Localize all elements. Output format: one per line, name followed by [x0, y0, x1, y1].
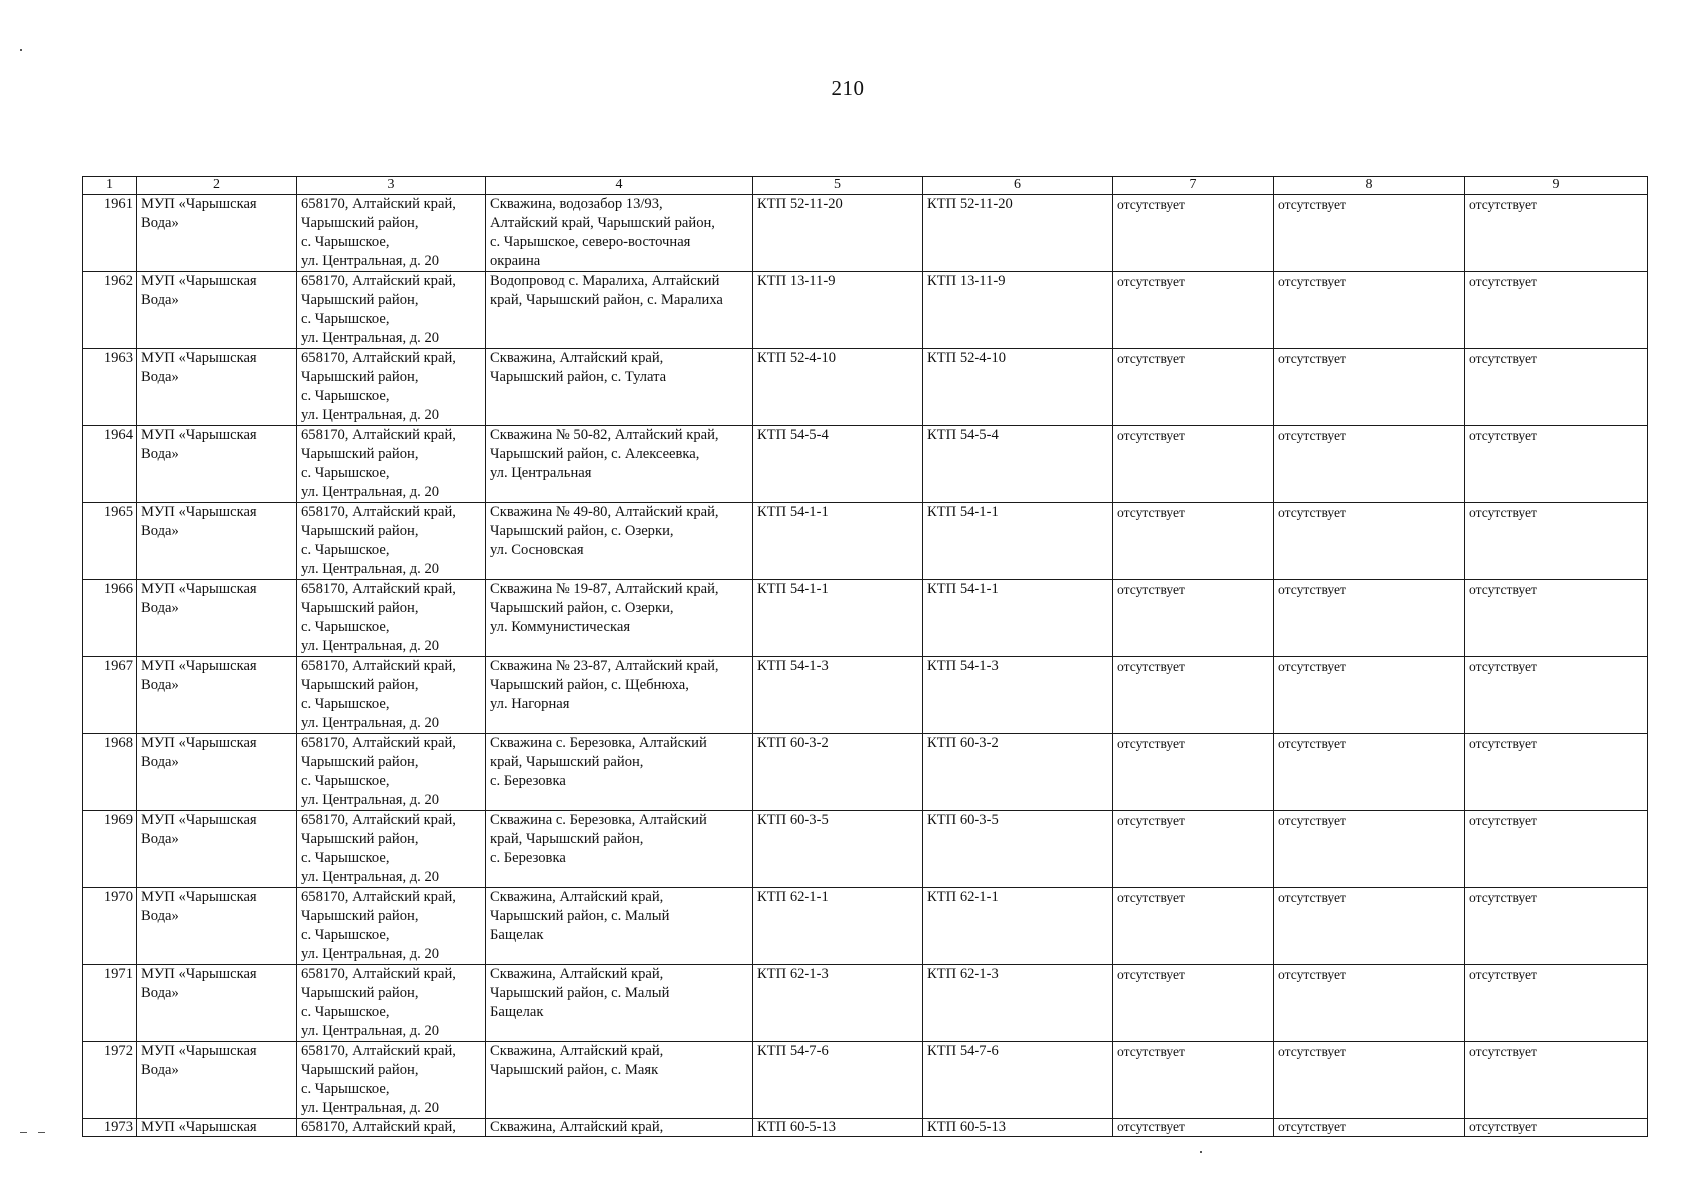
address-cell: 658170, Алтайский край, Чарышский район, с. Чарышское, ул. Центральная, д. 20 — [297, 965, 486, 1042]
header-cell: 6 — [923, 177, 1113, 195]
organization-cell: МУП «Чарышская Вода» — [137, 1042, 297, 1119]
organization-cell: МУП «Чарышская Вода» — [137, 580, 297, 657]
organization-cell: МУП «Чарышская Вода» — [137, 734, 297, 811]
col7-cell: отсутствует — [1113, 195, 1274, 272]
kte-cell: КТП 54-1-3 — [923, 657, 1113, 734]
col7-cell: отсутствует — [1113, 734, 1274, 811]
kte-source-cell: КТП 62-1-1 — [753, 888, 923, 965]
col9-cell: отсутствует — [1465, 426, 1648, 503]
table-row — [83, 426, 1648, 503]
kte-cell: КТП 52-11-20 — [923, 195, 1113, 272]
organization-cell: МУП «Чарышская Вода» — [137, 349, 297, 426]
row-number-cell: 1970 — [83, 888, 137, 965]
address-cell: 658170, Алтайский край, — [297, 1119, 486, 1137]
scan-speck — [1200, 1151, 1202, 1153]
scan-speck — [20, 49, 22, 51]
col7-cell: отсутствует — [1113, 657, 1274, 734]
table-row — [83, 965, 1648, 1042]
row-number-cell: 1967 — [83, 657, 137, 734]
organization-cell: МУП «Чарышская Вода» — [137, 811, 297, 888]
object-cell: Скважина, Алтайский край, — [486, 1119, 753, 1137]
header-cell: 4 — [486, 177, 753, 195]
kte-cell: КТП 62-1-3 — [923, 965, 1113, 1042]
table-row — [83, 657, 1648, 734]
table-row — [83, 195, 1648, 272]
col7-cell: отсутствует — [1113, 1119, 1274, 1137]
header-cell: 9 — [1465, 177, 1648, 195]
col7-cell: отсутствует — [1113, 426, 1274, 503]
table-row — [83, 503, 1648, 580]
kte-source-cell: КТП 62-1-3 — [753, 965, 923, 1042]
kte-source-cell: КТП 52-11-20 — [753, 195, 923, 272]
object-cell: Водопровод с. Маралиха, Алтайский край, Чарышский район, с. Маралиха — [486, 272, 753, 349]
col8-cell: отсутствует — [1274, 965, 1465, 1042]
organization-cell: МУП «Чарышская Вода» — [137, 965, 297, 1042]
address-cell: 658170, Алтайский край, Чарышский район, с. Чарышское, ул. Центральная, д. 20 — [297, 349, 486, 426]
row-number-cell: 1973 — [83, 1119, 137, 1137]
row-number-cell: 1966 — [83, 580, 137, 657]
header-cell: 5 — [753, 177, 923, 195]
header-cell: 3 — [297, 177, 486, 195]
organization-cell: МУП «Чарышская Вода» — [137, 195, 297, 272]
object-cell: Скважина, Алтайский край, Чарышский район, с. Маяк — [486, 1042, 753, 1119]
registry-table — [82, 176, 1648, 1137]
row-number-cell: 1965 — [83, 503, 137, 580]
row-number-cell: 1971 — [83, 965, 137, 1042]
col7-cell: отсутствует — [1113, 965, 1274, 1042]
col8-cell: отсутствует — [1274, 426, 1465, 503]
address-cell: 658170, Алтайский край, Чарышский район, с. Чарышское, ул. Центральная, д. 20 — [297, 1042, 486, 1119]
kte-cell: КТП 54-1-1 — [923, 580, 1113, 657]
kte-source-cell: КТП 60-3-2 — [753, 734, 923, 811]
table-row — [83, 580, 1648, 657]
address-cell: 658170, Алтайский край, Чарышский район, с. Чарышское, ул. Центральная, д. 20 — [297, 426, 486, 503]
col8-cell: отсутствует — [1274, 888, 1465, 965]
header-cell: 1 — [83, 177, 137, 195]
organization-cell: МУП «Чарышская Вода» — [137, 426, 297, 503]
address-cell: 658170, Алтайский край, Чарышский район, с. Чарышское, ул. Центральная, д. 20 — [297, 195, 486, 272]
object-cell: Скважина, Алтайский край, Чарышский район, с. Тулата — [486, 349, 753, 426]
table-body — [83, 177, 1648, 1137]
col8-cell: отсутствует — [1274, 811, 1465, 888]
kte-cell: КТП 60-3-5 — [923, 811, 1113, 888]
page-number: 210 — [831, 76, 865, 100]
kte-source-cell: КТП 54-1-1 — [753, 503, 923, 580]
table-row — [83, 734, 1648, 811]
col8-cell: отсутствует — [1274, 1119, 1465, 1137]
address-cell: 658170, Алтайский край, Чарышский район, с. Чарышское, ул. Центральная, д. 20 — [297, 657, 486, 734]
object-cell: Скважина № 23-87, Алтайский край, Чарышский район, с. Щебнюха, ул. Нагорная — [486, 657, 753, 734]
col9-cell: отсутствует — [1465, 503, 1648, 580]
col9-cell: отсутствует — [1465, 195, 1648, 272]
col9-cell: отсутствует — [1465, 1042, 1648, 1119]
organization-cell: МУП «Чарышская Вода» — [137, 657, 297, 734]
table-row — [83, 272, 1648, 349]
kte-source-cell: КТП 54-5-4 — [753, 426, 923, 503]
col8-cell: отсутствует — [1274, 734, 1465, 811]
organization-cell: МУП «Чарышская Вода» — [137, 272, 297, 349]
scan-speck — [20, 1132, 27, 1133]
col9-cell: отсутствует — [1465, 965, 1648, 1042]
col8-cell: отсутствует — [1274, 657, 1465, 734]
col8-cell: отсутствует — [1274, 195, 1465, 272]
kte-cell: КТП 60-3-2 — [923, 734, 1113, 811]
object-cell: Скважина № 50-82, Алтайский край, Чарышский район, с. Алексеевка, ул. Центральная — [486, 426, 753, 503]
kte-source-cell: КТП 60-5-13 — [753, 1119, 923, 1137]
col9-cell: отсутствует — [1465, 811, 1648, 888]
row-number-cell: 1963 — [83, 349, 137, 426]
header-row — [83, 177, 1648, 195]
table-row — [83, 349, 1648, 426]
kte-cell: КТП 54-5-4 — [923, 426, 1113, 503]
table-row — [83, 888, 1648, 965]
kte-source-cell: КТП 60-3-5 — [753, 811, 923, 888]
col7-cell: отсутствует — [1113, 811, 1274, 888]
kte-source-cell: КТП 54-1-1 — [753, 580, 923, 657]
header-cell: 7 — [1113, 177, 1274, 195]
kte-source-cell: КТП 52-4-10 — [753, 349, 923, 426]
table-row — [83, 1042, 1648, 1119]
row-number-cell: 1968 — [83, 734, 137, 811]
header-cell: 2 — [137, 177, 297, 195]
table-row — [83, 811, 1648, 888]
col7-cell: отсутствует — [1113, 1042, 1274, 1119]
object-cell: Скважина № 19-87, Алтайский край, Чарышский район, с. Озерки, ул. Коммунистическая — [486, 580, 753, 657]
object-cell: Скважина, Алтайский край, Чарышский район, с. Малый Бащелак — [486, 965, 753, 1042]
object-cell: Скважина, Алтайский край, Чарышский район, с. Малый Бащелак — [486, 888, 753, 965]
object-cell: Скважина, водозабор 13/93, Алтайский край, Чарышский район, с. Чарышское, северо-восточная окраина — [486, 195, 753, 272]
scan-speck — [38, 1132, 45, 1133]
col7-cell: отсутствует — [1113, 580, 1274, 657]
address-cell: 658170, Алтайский край, Чарышский район, с. Чарышское, ул. Центральная, д. 20 — [297, 503, 486, 580]
address-cell: 658170, Алтайский край, Чарышский район, с. Чарышское, ул. Центральная, д. 20 — [297, 580, 486, 657]
address-cell: 658170, Алтайский край, Чарышский район, с. Чарышское, ул. Центральная, д. 20 — [297, 734, 486, 811]
col9-cell: отсутствует — [1465, 580, 1648, 657]
table-row — [83, 1119, 1648, 1137]
row-number-cell: 1961 — [83, 195, 137, 272]
kte-cell: КТП 60-5-13 — [923, 1119, 1113, 1137]
kte-cell: КТП 52-4-10 — [923, 349, 1113, 426]
kte-cell: КТП 62-1-1 — [923, 888, 1113, 965]
col7-cell: отсутствует — [1113, 503, 1274, 580]
col9-cell: отсутствует — [1465, 1119, 1648, 1137]
col9-cell: отсутствует — [1465, 888, 1648, 965]
organization-cell: МУП «Чарышская Вода» — [137, 503, 297, 580]
kte-source-cell: КТП 13-11-9 — [753, 272, 923, 349]
kte-cell: КТП 54-7-6 — [923, 1042, 1113, 1119]
kte-source-cell: КТП 54-7-6 — [753, 1042, 923, 1119]
header-cell: 8 — [1274, 177, 1465, 195]
organization-cell: МУП «Чарышская Вода» — [137, 888, 297, 965]
col8-cell: отсутствует — [1274, 272, 1465, 349]
address-cell: 658170, Алтайский край, Чарышский район, с. Чарышское, ул. Центральная, д. 20 — [297, 272, 486, 349]
row-number-cell: 1964 — [83, 426, 137, 503]
col7-cell: отсутствует — [1113, 888, 1274, 965]
col8-cell: отсутствует — [1274, 1042, 1465, 1119]
row-number-cell: 1972 — [83, 1042, 137, 1119]
kte-cell: КТП 54-1-1 — [923, 503, 1113, 580]
object-cell: Скважина № 49-80, Алтайский край, Чарышский район, с. Озерки, ул. Сосновская — [486, 503, 753, 580]
row-number-cell: 1962 — [83, 272, 137, 349]
kte-source-cell: КТП 54-1-3 — [753, 657, 923, 734]
organization-cell: МУП «Чарышская — [137, 1119, 297, 1137]
col9-cell: отсутствует — [1465, 272, 1648, 349]
kte-cell: КТП 13-11-9 — [923, 272, 1113, 349]
col7-cell: отсутствует — [1113, 349, 1274, 426]
col8-cell: отсутствует — [1274, 349, 1465, 426]
address-cell: 658170, Алтайский край, Чарышский район, с. Чарышское, ул. Центральная, д. 20 — [297, 811, 486, 888]
object-cell: Скважина с. Березовка, Алтайский край, Чарышский район, с. Березовка — [486, 734, 753, 811]
object-cell: Скважина с. Березовка, Алтайский край, Чарышский район, с. Березовка — [486, 811, 753, 888]
address-cell: 658170, Алтайский край, Чарышский район, с. Чарышское, ул. Центральная, д. 20 — [297, 888, 486, 965]
col8-cell: отсутствует — [1274, 503, 1465, 580]
row-number-cell: 1969 — [83, 811, 137, 888]
col9-cell: отсутствует — [1465, 734, 1648, 811]
col9-cell: отсутствует — [1465, 349, 1648, 426]
col9-cell: отсутствует — [1465, 657, 1648, 734]
col8-cell: отсутствует — [1274, 580, 1465, 657]
col7-cell: отсутствует — [1113, 272, 1274, 349]
